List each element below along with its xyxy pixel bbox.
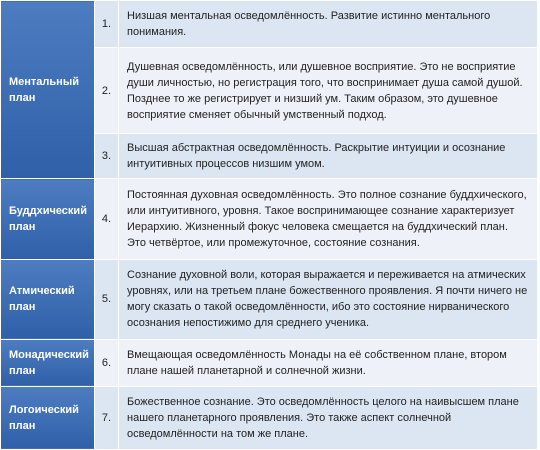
description-text: Сознание духовной воли, которая выражается и переживается на атмических уровнях, или на третьем плане божественного проявления. Я почти ничего не могу сказать о такой осведомлённости, ибо это состояние нирванического осознания непостижимо для среднего ученика. [127,269,528,330]
plane-cell-monadic [1,339,95,386]
plane-cell-atmic [1,259,95,339]
row-number: 7. [95,386,119,449]
table-row [1,339,538,386]
row-number: 1. [95,1,119,48]
row-description [119,339,538,386]
plane-cell-mental [1,1,95,179]
description-text: Постоянная духовная осведомлённость. Это полное сознание буддхического, или интуитивного, уровня. Такое воспринимающее сознание характеризует Иерархию. Жизненный фокус человека смещается на буддхический план. Это четвёртое, или промежуточное, состояние сознания. [127,188,527,249]
row-number: 3. [95,134,119,179]
table-row [1,259,538,339]
description-text: Низшая ментальная осведомлённость. Развитие истинно ментального понимания. [127,10,491,39]
row-number: 2. [95,48,119,134]
description-text: Вмещающая осведомлённость Монады на её собственном плане, втором плане нашей планетарной и солнечной жизни. [127,348,507,377]
row-number: 5. [95,259,119,339]
plane-label-buddhic: Буддхический план [9,204,87,233]
row-description [119,134,538,179]
plane-label-atmic: Атмический план [9,285,75,314]
description-text: Высшая абстрактная осведомлённость. Раскрытие интуиции и осознание интуитивных процессов низшим умом. [127,142,506,171]
plane-label-monadic: Монадический план [9,348,89,377]
description-text: Божественное сознание. Это осведомлённость целого на наивысшем плане нашего планетарного проявления. Это также аспект солнечной осведомлённости на том же плане. [127,395,519,440]
plane-cell-buddhic [1,179,95,259]
row-description [119,386,538,449]
row-description [119,179,538,259]
row-description [119,259,538,339]
description-text: Душевная осведомлённость, или душевное восприятие. Это не восприятие души личностью, но регистрация того, что воспринимает душа самой душой. Позднее то же регистрирует и низший ум. Таким образом, это душевное восприятие сменяет обычный умственный подход. [127,60,523,121]
table-row [1,179,538,259]
row-number: 6. [95,339,119,386]
table-row [1,1,538,48]
row-number: 4. [95,179,119,259]
plane-cell-logoic [1,386,95,449]
plane-label-mental: Ментальный план [9,75,79,104]
table-row [1,386,538,449]
row-description [119,48,538,134]
plane-label-logoic: Логоический план [9,403,79,432]
row-description [119,1,538,48]
